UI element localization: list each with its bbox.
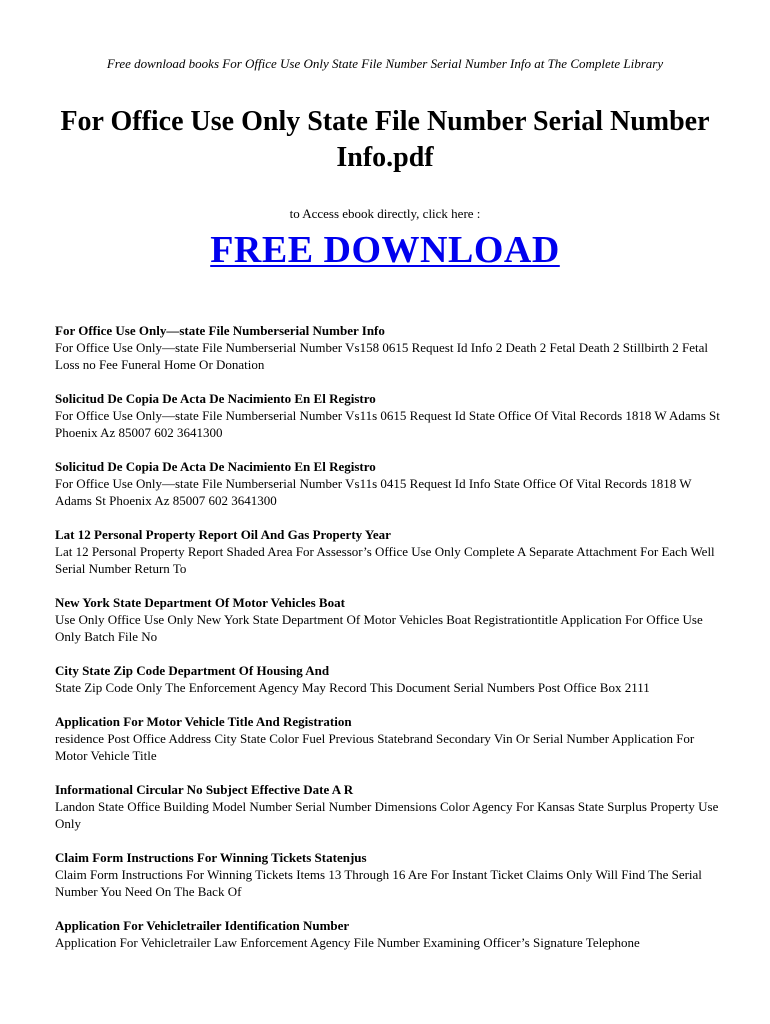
entry-body: Claim Form Instructions For Winning Tickets Items 13 Through 16 Are For Instant Ticket Claims Only Will Find The Serial Number You Need On The Back Of [55, 867, 702, 899]
list-item [55, 458, 720, 509]
entry-title: Application For Vehicletrailer Identification Number [55, 918, 350, 933]
list-item [55, 917, 720, 951]
entry-title: City State Zip Code Department Of Housing And [55, 663, 330, 678]
header-tagline: Free download books For Office Use Only State File Number Serial Number Info at The Complete Library [106, 56, 664, 71]
free-download-link[interactable]: FREE DOWNLOAD [210, 229, 560, 271]
entry-body: residence Post Office Address City State Color Fuel Previous Statebrand Secondary Vin Or Serial Number Application For Motor Vehicle Title [55, 731, 695, 763]
list-item [55, 662, 720, 696]
entry-body: Use Only Office Use Only New York State Department Of Motor Vehicles Boat Registrationtitle Application For Office Use Only Batch File No [55, 612, 703, 644]
entry-title: Informational Circular No Subject Effective Date A R [55, 782, 354, 797]
list-item [55, 713, 720, 764]
entry-body: Application For Vehicletrailer Law Enforcement Agency File Number Examining Officer’s Signature Telephone [55, 935, 640, 950]
entry-list [55, 322, 720, 968]
list-item [55, 526, 720, 577]
entry-body: For Office Use Only—state File Numberserial Number Vs11s 0415 Request Id Info State Office Of Vital Records 1818 W Adams St Phoenix Az 85007 602 3641300 [55, 476, 692, 508]
entry-title: Solicitud De Copia De Acta De Nacimiento En El Registro [55, 391, 376, 406]
entry-body: For Office Use Only—state File Numberserial Number Vs11s 0615 Request Id State Office Of Vital Records 1818 W Adams St Phoenix Az 85007 602 3641300 [55, 408, 720, 440]
entry-body: State Zip Code Only The Enforcement Agency May Record This Document Serial Numbers Post Office Box 2111 [55, 680, 650, 695]
entry-title: Claim Form Instructions For Winning Tickets Statenjus [55, 850, 367, 865]
list-item [55, 594, 720, 645]
access-instruction: to Access ebook directly, click here : [289, 206, 481, 221]
entry-body: For Office Use Only—state File Numberserial Number Vs158 0615 Request Id Info 2 Death 2 Fetal Death 2 Stillbirth 2 Fetal Loss no Fee Funeral Home Or Donation [55, 340, 709, 372]
entry-title: Lat 12 Personal Property Report Oil And Gas Property Year [55, 527, 391, 542]
list-item [55, 322, 720, 373]
entry-title: Application For Motor Vehicle Title And Registration [55, 714, 352, 729]
entry-title: Solicitud De Copia De Acta De Nacimiento En El Registro [55, 459, 376, 474]
list-item [55, 849, 720, 900]
list-item [55, 390, 720, 441]
entry-body: Landon State Office Building Model Number Serial Number Dimensions Color Agency For Kansas State Surplus Property Use Only [55, 799, 719, 831]
entry-body: Lat 12 Personal Property Report Shaded Area For Assessor’s Office Use Only Complete A Separate Attachment For Each Well Serial Number Return To [55, 544, 715, 576]
list-item [55, 781, 720, 832]
document-title: For Office Use Only State File Number Serial Number Info.pdf [60, 106, 710, 173]
entry-title: For Office Use Only—state File Numberserial Number Info [55, 323, 385, 338]
entry-title: New York State Department Of Motor Vehicles Boat [55, 595, 345, 610]
